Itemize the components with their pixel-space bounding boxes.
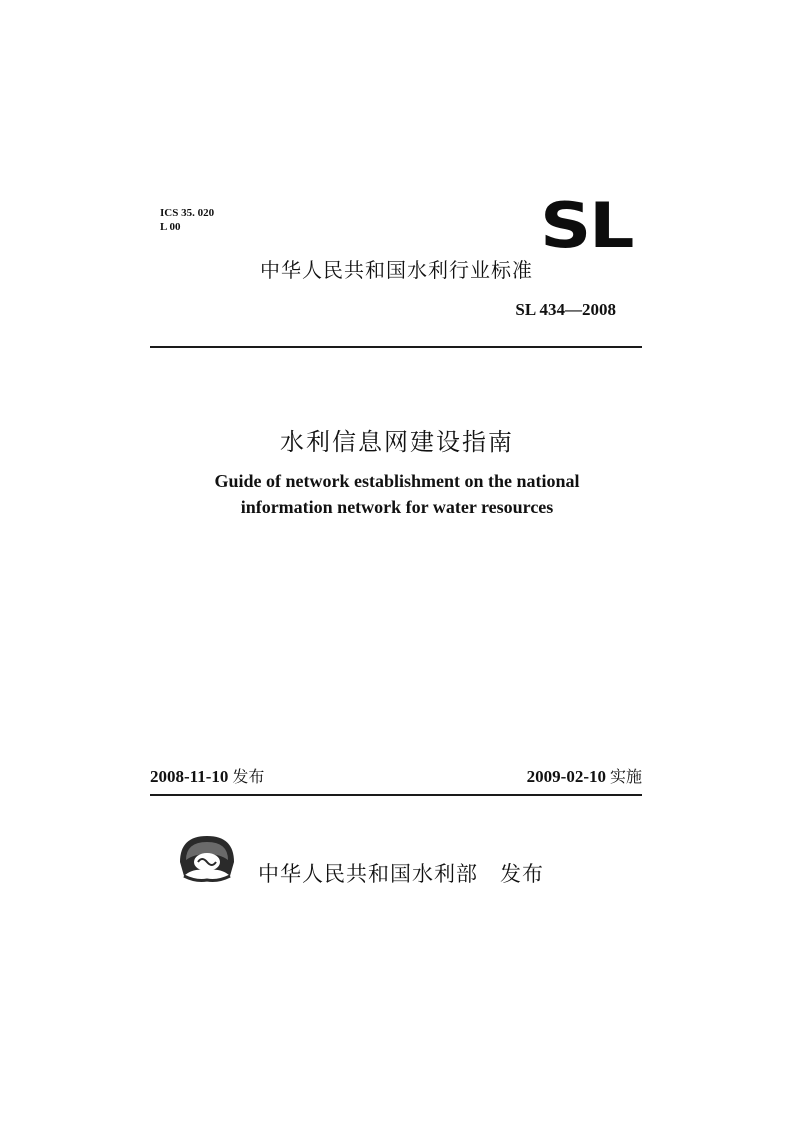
document-title-english bbox=[0, 468, 794, 520]
issue-date-label: 发布 bbox=[232, 767, 265, 786]
top-divider bbox=[150, 346, 642, 348]
english-title-line-2: information network for water resources bbox=[240, 497, 554, 517]
publisher-line bbox=[258, 858, 544, 888]
publish-label: 发布 bbox=[500, 862, 544, 886]
implementation-date-value: 2009-02-10 bbox=[526, 767, 606, 786]
document-title-chinese: 水利信息网建设指南 bbox=[280, 428, 514, 456]
bottom-divider bbox=[150, 794, 642, 796]
ccs-code: L 00 bbox=[160, 221, 181, 233]
standard-category-title: 中华人民共和国水利行业标准 bbox=[260, 258, 533, 282]
implementation-date-label: 实施 bbox=[609, 767, 642, 786]
sl-logo: SL bbox=[540, 189, 633, 262]
standard-number: SL 434—2008 bbox=[515, 300, 616, 319]
ics-code: ICS 35. 020 bbox=[160, 207, 215, 219]
issue-date-value: 2008-11-10 bbox=[150, 767, 229, 786]
english-title-line-1: Guide of network establishment on the national bbox=[214, 471, 580, 491]
implementation-date bbox=[527, 764, 642, 787]
ministry-emblem-icon bbox=[176, 832, 238, 884]
classification-codes bbox=[160, 206, 214, 234]
issue-date bbox=[150, 764, 264, 787]
publisher-name: 中华人民共和国水利部 bbox=[258, 862, 478, 886]
